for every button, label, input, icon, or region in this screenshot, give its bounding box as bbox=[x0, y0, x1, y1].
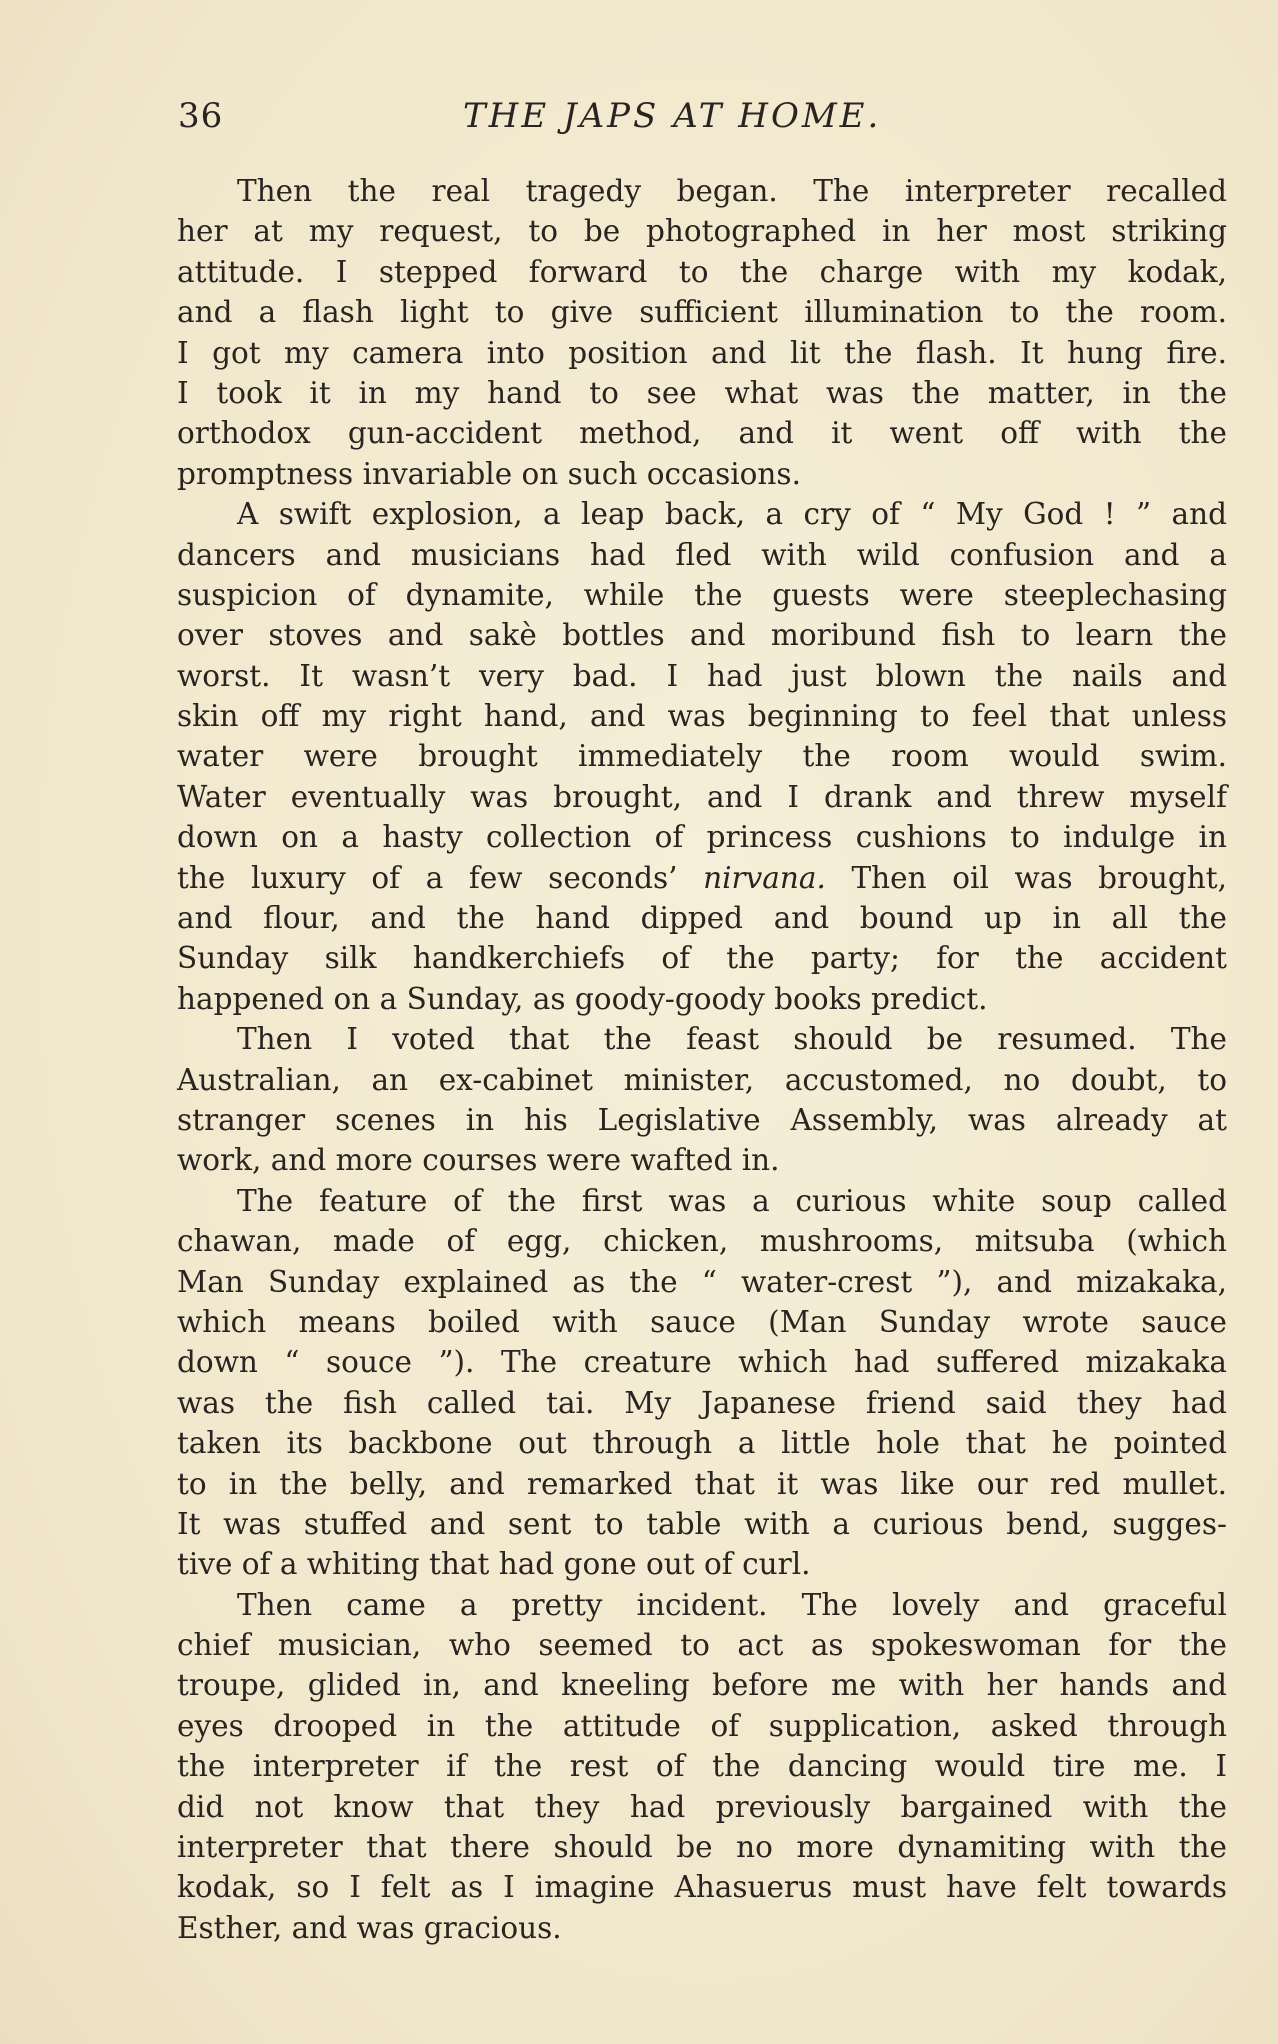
text-line: chawan, made of egg, chicken, mushrooms, mitsuba (which bbox=[177, 1224, 1227, 1259]
text-line: The feature of the first was a curious white soup called bbox=[237, 1183, 1227, 1218]
text-line: interpreter that there should be no more dynamiting with the bbox=[177, 1830, 1227, 1865]
text-line: A swift explosion, a leap back, a cry of “ My God ! ” and bbox=[237, 497, 1227, 532]
text-line: her at my request, to be photographed in her most striking bbox=[177, 214, 1227, 249]
text-line: stranger scenes in his Legislative Assembly, was already at bbox=[177, 1102, 1227, 1137]
text-line: work, and more courses were wafted in. bbox=[177, 1143, 780, 1178]
text-line: tive of a whiting that had gone out of curl. bbox=[177, 1547, 811, 1582]
text-line: taken its backbone out through a little hole that he pointed bbox=[177, 1426, 1227, 1461]
italic-word: nirvana. bbox=[703, 860, 826, 895]
text-line: troupe, glided in, and kneeling before me with her hands and bbox=[177, 1668, 1227, 1703]
text-line: water were brought immediately the room would swim. bbox=[177, 739, 1227, 774]
text-line: down on a hasty collection of princess cushions to indulge in bbox=[177, 820, 1227, 855]
text-line: over stoves and sakè bottles and moribund fish to learn the bbox=[177, 618, 1227, 653]
text-line: dancers and musicians had fled with wild confusion and a bbox=[177, 537, 1227, 572]
text-line: chief musician, who seemed to act as spokeswoman for the bbox=[177, 1628, 1227, 1663]
text-line: I took it in my hand to see what was the matter, in the bbox=[177, 375, 1227, 410]
text-line: kodak, so I felt as I imagine Ahasuerus must have felt towards bbox=[177, 1870, 1227, 1905]
text-line: happened on a Sunday, as goody-goody books predict. bbox=[177, 981, 988, 1016]
running-title: THE JAPS AT HOME. bbox=[463, 96, 882, 136]
text-line: was the fish called tai. My Japanese friend said they had bbox=[177, 1385, 1227, 1420]
text-line: Australian, an ex-cabinet minister, accustomed, no doubt, to bbox=[177, 1062, 1227, 1097]
text-line: Then the real tragedy began. The interpreter recalled bbox=[237, 174, 1227, 208]
text-line: Then I voted that the feast should be resumed. The bbox=[237, 1022, 1227, 1057]
text-line: worst. It wasn’t very bad. I had just blown the nails and bbox=[177, 658, 1227, 693]
text-line: attitude. I stepped forward to the charge with my kodak, bbox=[177, 254, 1227, 289]
body-text bbox=[177, 171, 1227, 1948]
text-line: I got my camera into position and lit the flash. It hung fire. bbox=[177, 335, 1227, 370]
text-line: and flour, and the hand dipped and bound up in all the bbox=[177, 901, 1227, 936]
text-line: to in the belly, and remarked that it was like our red mullet. bbox=[177, 1466, 1227, 1501]
text-line: orthodox gun-accident method, and it went off with the bbox=[177, 416, 1227, 451]
text-line: suspicion of dynamite, while the guests were steeplechasing bbox=[177, 577, 1227, 612]
page-header bbox=[178, 96, 1228, 146]
text-line: and a flash light to give sufficient illumination to the room. bbox=[177, 295, 1227, 330]
text-line: Water eventually was brought, and I drank and threw myself bbox=[177, 779, 1227, 814]
text-line: Man Sunday explained as the “ water-crest ”), and mizakaka, bbox=[177, 1264, 1227, 1299]
text-line bbox=[177, 858, 1227, 898]
text-line: promptness invariable on such occasions. bbox=[177, 456, 801, 491]
page-number: 36 bbox=[178, 96, 224, 136]
text-line: the interpreter if the rest of the dancing would tire me. I bbox=[177, 1749, 1227, 1784]
text-segment: Then oil was brought, bbox=[825, 860, 1227, 895]
text-line: Then came a pretty incident. The lovely and graceful bbox=[237, 1587, 1227, 1622]
text-line: eyes drooped in the attitude of supplication, asked through bbox=[177, 1708, 1227, 1743]
text-line: skin off my right hand, and was beginning to feel that unless bbox=[177, 699, 1227, 734]
text-line: which means boiled with sauce (Man Sunday wrote sauce bbox=[177, 1304, 1227, 1339]
text-line: down “ souce ”). The creature which had suffered mizakaka bbox=[177, 1345, 1227, 1380]
text-line: did not know that they had previously bargained with the bbox=[177, 1789, 1227, 1824]
text-line: Esther, and was gracious. bbox=[177, 1910, 562, 1945]
text-line: Sunday silk handkerchiefs of the party; for the accident bbox=[177, 941, 1227, 976]
text-line: It was stuffed and sent to table with a curious bend, sugges- bbox=[177, 1506, 1227, 1541]
text-segment: the luxury of a few seconds’ bbox=[177, 860, 704, 895]
